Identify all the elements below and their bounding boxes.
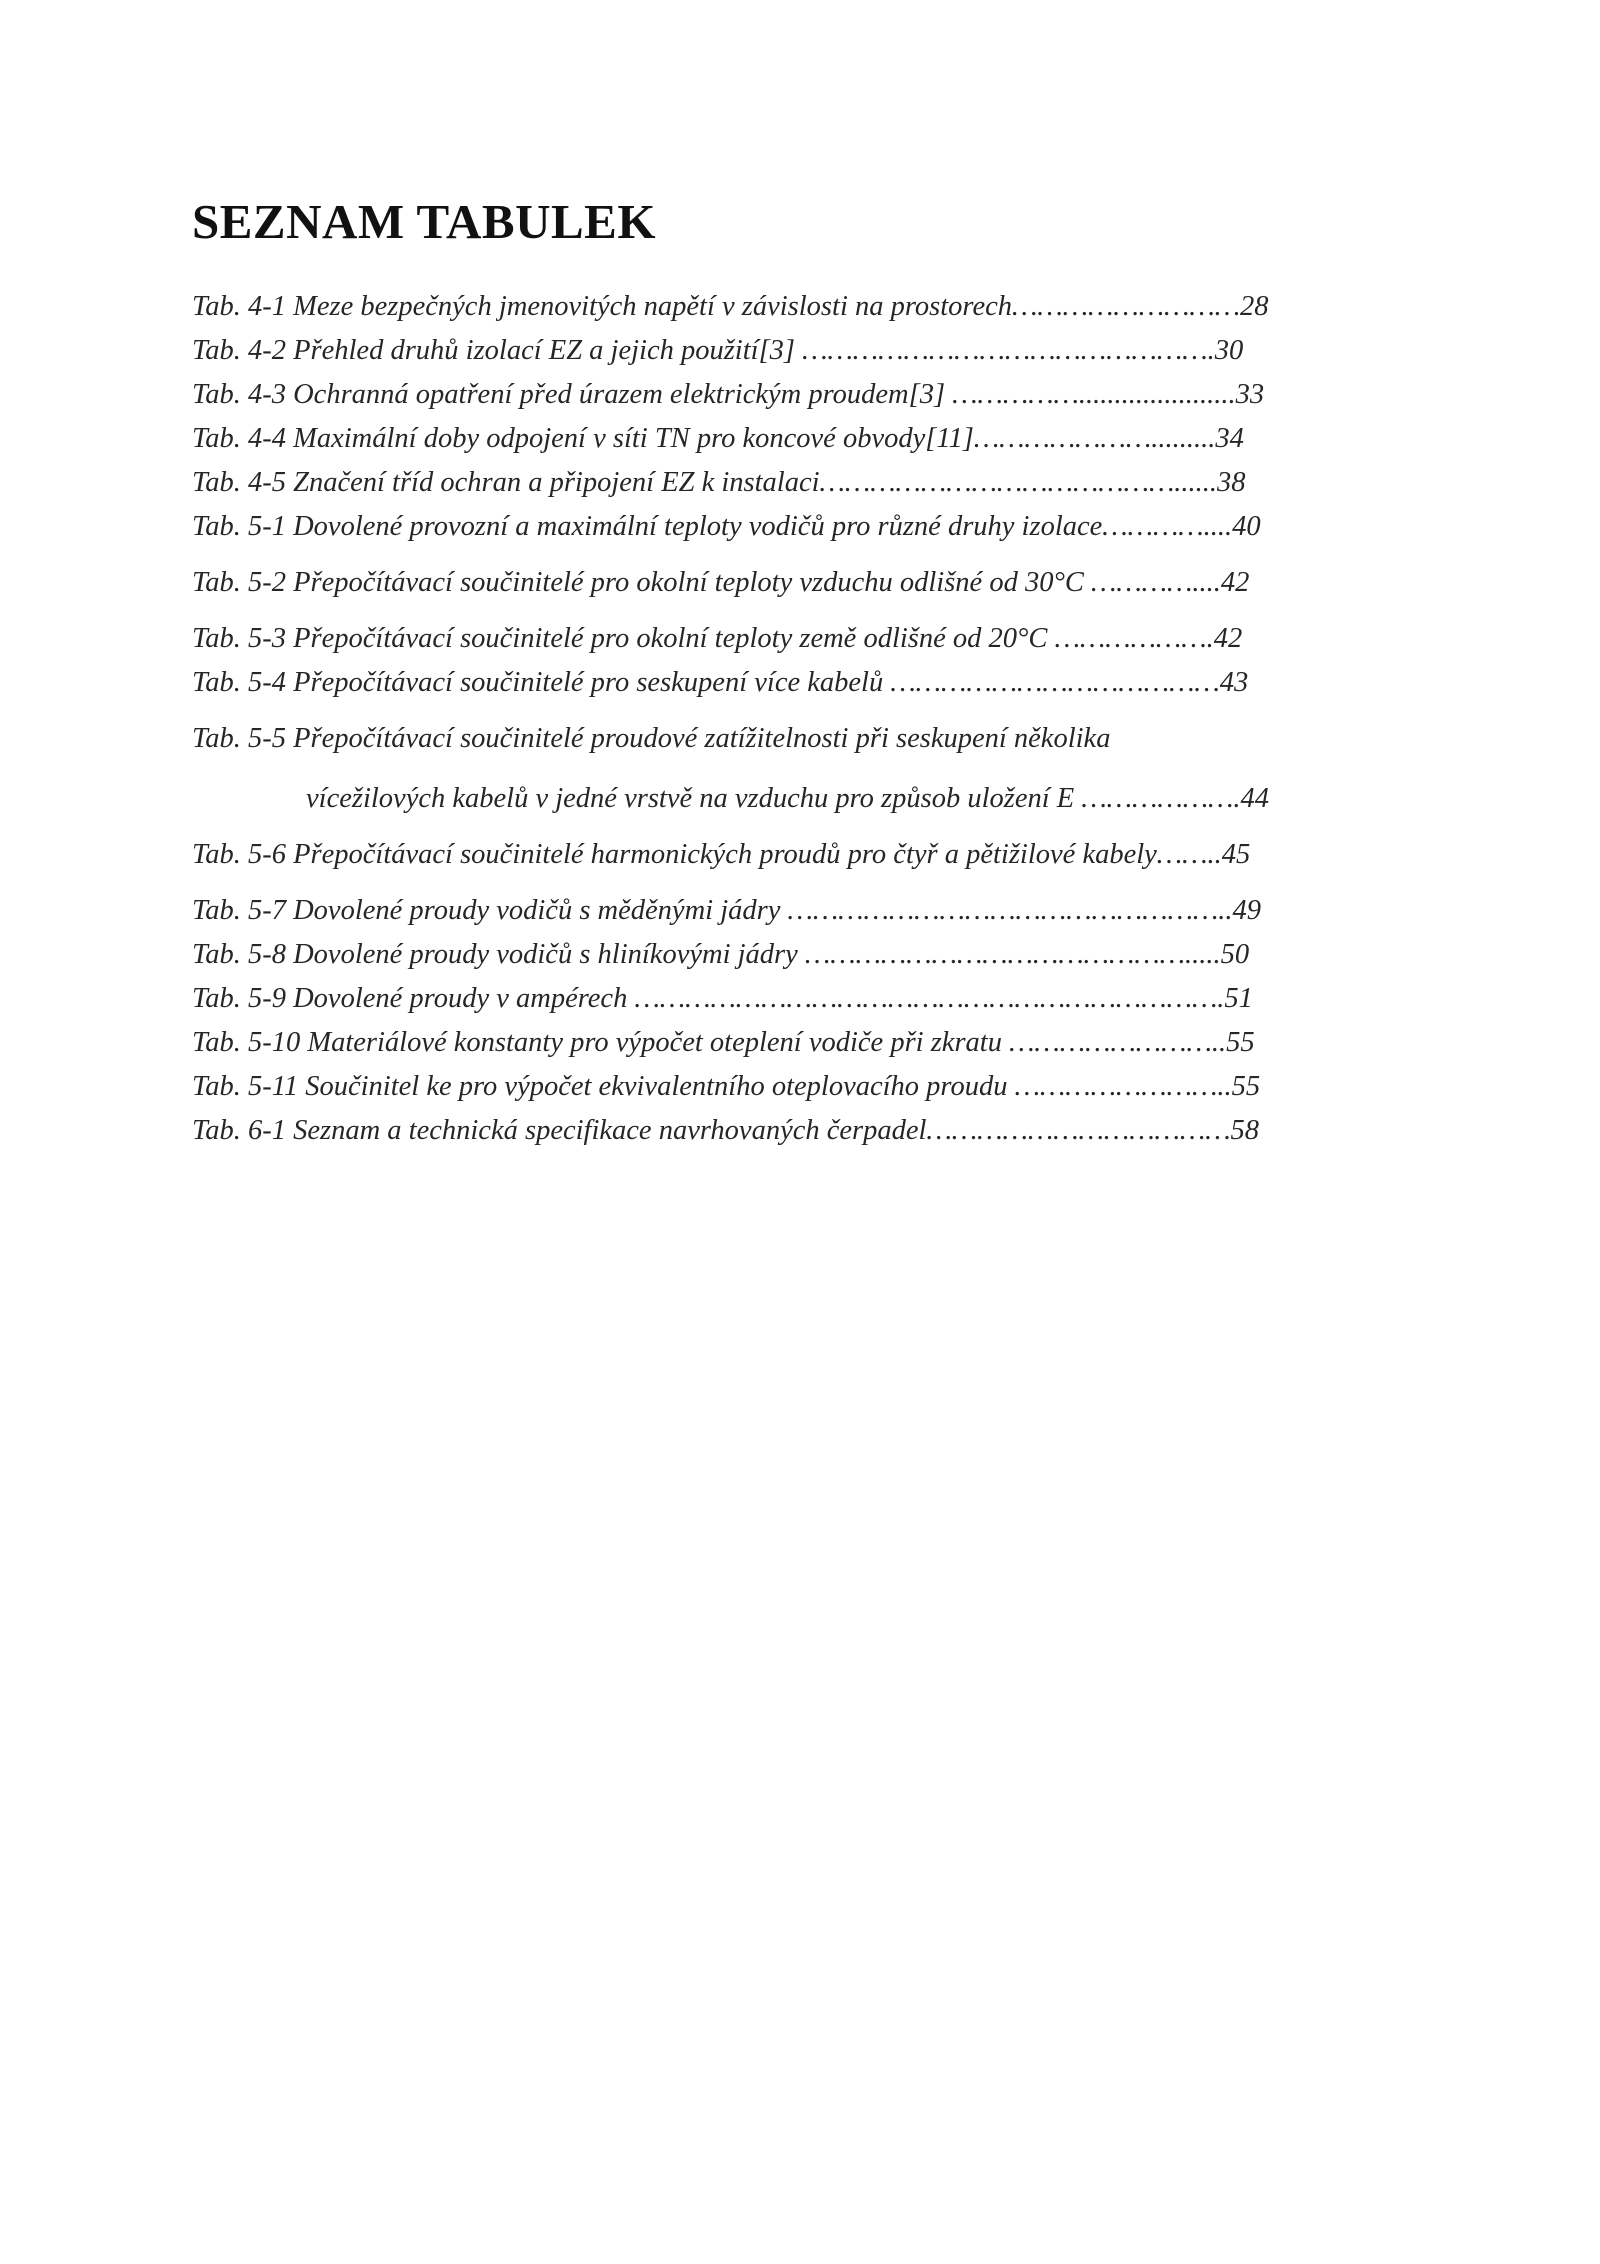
toc-entry: Tab. 5-11 Součinitel ke pro výpočet ekvivalentního oteplovacího proudu ……………………..55 <box>192 1071 1261 1102</box>
toc-entry: Tab. 5-8 Dovolené proudy vodičů s hliníkovými jádry ……………………………………….....50 <box>192 939 1250 970</box>
page-title: SEZNAM TABULEK <box>192 194 656 249</box>
toc-entry: Tab. 4-4 Maximální doby odpojení v síti TN pro koncové obvody[11]………………….........34 <box>192 423 1244 454</box>
toc-entry: Tab. 5-4 Přepočítávací součinitelé pro seskupení více kabelů …………………………………43 <box>192 667 1249 698</box>
toc-entry: Tab. 5-5 Přepočítávací součinitelé proudové zatížitelnosti při seskupení několika <box>192 723 1111 754</box>
toc-entry: Tab. 5-3 Přepočítávací součinitelé pro okolní teploty země odlišné od 20°C ……………….42 <box>192 623 1243 654</box>
toc-entry: Tab. 5-9 Dovolené proudy v ampérech …………………………………………………………….51 <box>192 983 1253 1014</box>
toc-entry: Tab. 4-3 Ochranná opatření před úrazem elektrickým proudem[3] ……………......................33 <box>192 379 1265 410</box>
toc-entry-continuation: vícežilových kabelů v jedné vrstvě na vzduchu pro způsob uložení E ……………….44 <box>306 783 1270 814</box>
toc-entry: Tab. 5-7 Dovolené proudy vodičů s měděnými jádry ……………………………………………..49 <box>192 895 1262 926</box>
toc-entry: Tab. 5-1 Dovolené provozní a maximální teploty vodičů pro různé druhy izolace…………....40 <box>192 511 1261 542</box>
toc-entry: Tab. 4-2 Přehled druhů izolací EZ a jejich použití[3] ………………………………………….30 <box>192 335 1244 366</box>
toc-entry: Tab. 5-2 Přepočítávací součinitelé pro okolní teploty vzduchu odlišné od 30°C …………....42 <box>192 567 1250 598</box>
toc-entry: Tab. 4-5 Značení tříd ochran a připojení EZ k instalaci……………………………………......38 <box>192 467 1246 498</box>
toc-entry: Tab. 5-10 Materiálové konstanty pro výpočet oteplení vodiče při zkratu ……………………..55 <box>192 1027 1255 1058</box>
toc-entry: Tab. 4-1 Meze bezpečných jmenovitých napětí v závislosti na prostorech………………………28 <box>192 291 1269 322</box>
toc-entry: Tab. 5-6 Přepočítávací součinitelé harmonických proudů pro čtyř a pětižilové kabely……..45 <box>192 839 1251 870</box>
table-of-contents <box>192 285 1422 1153</box>
toc-entry: Tab. 6-1 Seznam a technická specifikace navrhovaných čerpadel………………………………58 <box>192 1115 1260 1146</box>
